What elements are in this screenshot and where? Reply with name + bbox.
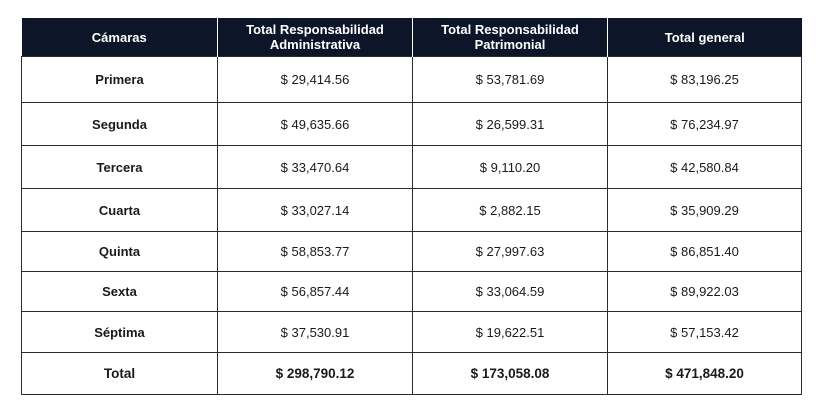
cell-administrativa: $ 33,027.14 (218, 189, 413, 232)
table-row (22, 103, 802, 146)
table-row (22, 146, 802, 189)
total-administrativa: $ 298,790.12 (218, 353, 413, 395)
total-row (22, 353, 802, 395)
cell-total-general: $ 86,851.40 (608, 232, 802, 272)
row-label: Séptima (22, 312, 218, 353)
header-responsabilidad-administrativa: Total Responsabilidad Administrativa (218, 18, 413, 57)
cell-administrativa: $ 56,857.44 (218, 272, 413, 312)
row-label: Cuarta (22, 189, 218, 232)
camaras-table (21, 18, 802, 395)
header-total-general: Total general (608, 18, 802, 57)
cell-total-general: $ 83,196.25 (608, 57, 802, 103)
cell-administrativa: $ 33,470.64 (218, 146, 413, 189)
cell-administrativa: $ 29,414.56 (218, 57, 413, 103)
row-label: Primera (22, 57, 218, 103)
cell-total-general: $ 57,153.42 (608, 312, 802, 353)
cell-administrativa: $ 58,853.77 (218, 232, 413, 272)
cell-patrimonial: $ 26,599.31 (413, 103, 608, 146)
table-row (22, 312, 802, 353)
cell-total-general: $ 42,580.84 (608, 146, 802, 189)
table-row (22, 272, 802, 312)
table-row (22, 57, 802, 103)
cell-administrativa: $ 37,530.91 (218, 312, 413, 353)
cell-total-general: $ 89,922.03 (608, 272, 802, 312)
table-row (22, 189, 802, 232)
total-label: Total (22, 353, 218, 395)
row-label: Segunda (22, 103, 218, 146)
cell-patrimonial: $ 53,781.69 (413, 57, 608, 103)
cell-patrimonial: $ 27,997.63 (413, 232, 608, 272)
cell-patrimonial: $ 9,110.20 (413, 146, 608, 189)
cell-total-general: $ 76,234.97 (608, 103, 802, 146)
total-patrimonial: $ 173,058.08 (413, 353, 608, 395)
header-camaras: Cámaras (22, 18, 218, 57)
cell-administrativa: $ 49,635.66 (218, 103, 413, 146)
row-label: Tercera (22, 146, 218, 189)
cell-patrimonial: $ 19,622.51 (413, 312, 608, 353)
row-label: Sexta (22, 272, 218, 312)
header-responsabilidad-patrimonial: Total Responsabilidad Patrimonial (413, 18, 608, 57)
total-general: $ 471,848.20 (608, 353, 802, 395)
cell-total-general: $ 35,909.29 (608, 189, 802, 232)
header-row (22, 18, 802, 57)
cell-patrimonial: $ 2,882.15 (413, 189, 608, 232)
table-row (22, 232, 802, 272)
cell-patrimonial: $ 33,064.59 (413, 272, 608, 312)
row-label: Quinta (22, 232, 218, 272)
